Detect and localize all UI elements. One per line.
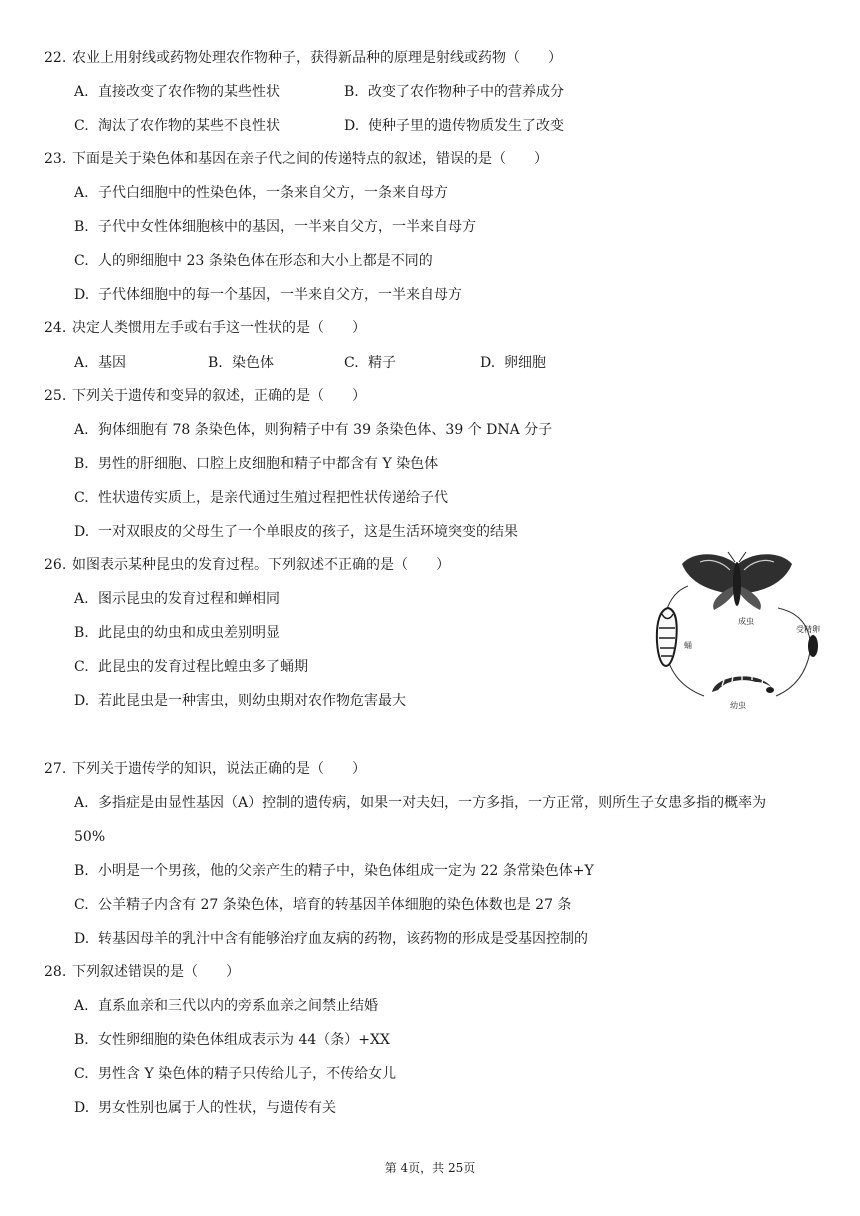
option-22-a [74,83,280,101]
question-22-stem [44,49,562,67]
option-label: B. [344,84,359,100]
option-text: 改变了农作物种子中的营养成分 [368,84,564,100]
option-26-b [74,624,280,642]
option-24-d [480,354,546,372]
larva-drawing [712,674,774,693]
option-text: 男女性别也属于人的性状，与遗传有关 [98,1100,336,1116]
option-label: A. [74,84,89,100]
option-25-a [74,421,552,439]
question-text: 下列关于遗传和变异的叙述，正确的是（ ） [72,388,366,404]
option-text: 图示昆虫的发育过程和蝉相同 [98,591,280,607]
option-25-c [74,489,448,507]
option-text: 男性含 Y 染色体的精子只传给儿子，不传给女儿 [98,1066,397,1082]
option-label: B. [74,1032,89,1048]
question-27-stem [44,760,366,778]
adult-label: 成虫 [738,617,754,626]
option-28-c [74,1065,396,1083]
option-label: A. [74,422,89,438]
option-text: 小明是一个男孩，他的父亲产生的精子中，染色体组成一定为 22 条常染色体+Y [98,863,594,879]
pupa-drawing [657,608,677,666]
option-text: 多指症是由显性基因（A）控制的遗传病，如果一对夫妇，一方多指，一方正常，则所生子女患多指的概率为 [98,795,767,811]
option-23-d [74,286,462,304]
question-text: 下列关于遗传学的知识，说法正确的是（ ） [72,761,366,777]
adult-moth-drawing [682,552,792,610]
option-label: C. [74,118,89,134]
option-label: C. [344,355,359,371]
option-label: A. [74,795,89,811]
option-label: A. [74,185,89,201]
question-text: 下列叙述错误的是（ ） [72,964,240,980]
option-28-b [74,1031,390,1049]
option-25-b [74,455,438,473]
option-label: D. [480,355,496,371]
option-23-b [74,218,476,236]
question-number: 28. [44,964,67,980]
option-label: C. [74,253,89,269]
question-text: 决定人类惯用左手或右手这一性状的是（ ） [72,320,366,336]
option-22-d [344,117,564,135]
question-23-stem [44,150,548,168]
option-label: C. [74,897,89,913]
question-26-stem [44,556,450,574]
option-label: A. [74,355,89,371]
option-label: B. [208,355,223,371]
option-text: 性状遗传实质上，是亲代通过生殖过程把性状传递给子代 [98,490,448,506]
option-28-d [74,1099,336,1117]
option-22-c [74,117,280,135]
question-text: 农业上用射线或药物处理农作物种子，获得新品种的原理是射线或药物（ ） [72,50,562,66]
option-text: 转基因母羊的乳汁中含有能够治疗血友病的药物，该药物的形成是受基因控制的 [98,931,588,947]
page-footer: 第 4页，共 25页 [384,1161,476,1175]
option-text: 基因 [98,355,126,371]
cycle-arrow-adult-egg [778,608,810,640]
option-label: C. [74,659,89,675]
egg-label: 受精卵 [796,625,820,634]
option-label: D. [74,693,90,709]
option-text: 若此昆虫是一种害虫，则幼虫期对农作物危害最大 [98,693,406,709]
option-text: 直接改变了农作物的某些性状 [98,84,280,100]
option-26-c [74,658,308,676]
question-25-stem [44,387,366,405]
option-label: D. [74,931,90,947]
question-24-stem [44,319,366,337]
option-label: A. [74,998,89,1014]
option-28-a [74,997,378,1015]
option-text: 子代体细胞中的每一个基因，一半来自父方，一半来自母方 [98,287,462,303]
question-text: 下面是关于染色体和基因在亲子代之间的传递特点的叙述，错误的是（ ） [72,151,548,167]
option-label: B. [74,863,89,879]
egg-drawing [808,635,818,657]
option-text: 此昆虫的发育过程比蝗虫多了蛹期 [98,659,308,675]
cycle-arrow-egg-larva [776,652,810,696]
option-text: 子代中女性体细胞核中的基因，一半来自父方，一半来自母方 [98,219,476,235]
option-label: B. [74,456,89,472]
question-number: 27. [44,761,67,777]
question-number: 22. [44,50,67,66]
question-number: 25. [44,388,67,404]
question-number: 26. [44,557,67,573]
option-26-a [74,590,280,608]
option-27-c [74,896,571,914]
option-27-d [74,930,588,948]
option-label: A. [74,591,89,607]
option-label: D. [74,524,90,540]
insect-life-cycle-figure [650,548,822,714]
option-text: 一对双眼皮的父母生了一个单眼皮的孩子，这是生活环境突变的结果 [98,524,518,540]
option-label: D. [74,287,90,303]
option-text: 卵细胞 [504,355,546,371]
option-text: 狗体细胞有 78 条染色体，则狗精子中有 39 条染色体、39 个 DNA 分子 [98,422,553,438]
option-text: 子代白细胞中的性染色体，一条来自父方，一条来自母方 [98,185,448,201]
option-27-b [74,862,594,880]
question-number: 24. [44,320,67,336]
question-28-stem [44,963,240,981]
option-24-b [208,354,274,372]
option-24-a [74,354,126,372]
option-text: 女性卵细胞的染色体组成表示为 44（条）+XX [98,1032,390,1048]
option-27-a [74,794,766,812]
option-text: 淘汰了农作物的某些不良性状 [98,118,280,134]
option-text: 公羊精子内含有 27 条染色体，培育的转基因羊体细胞的染色体数也是 27 条 [98,897,572,913]
option-label: D. [74,1100,90,1116]
option-label: B. [74,219,89,235]
option-22-b [344,83,564,101]
option-26-d [74,692,406,710]
option-text: 男性的肝细胞、口腔上皮细胞和精子中都含有 Y 染色体 [98,456,439,472]
option-23-c [74,252,433,270]
option-text: 精子 [368,355,396,371]
option-label: C. [74,490,89,506]
option-24-c [344,354,396,372]
question-text: 如图表示某种昆虫的发育过程。下列叙述不正确的是（ ） [72,557,450,573]
option-label: B. [74,625,89,641]
option-text: 此昆虫的幼虫和成虫差别明显 [98,625,280,641]
option-label: C. [74,1066,89,1082]
option-text: 人的卵细胞中 23 条染色体在形态和大小上都是不同的 [98,253,433,269]
question-number: 23. [44,151,67,167]
option-text: 使种子里的遗传物质发生了改变 [368,118,564,134]
option-27-a-continuation: 50% [74,829,106,845]
option-23-a [74,184,448,202]
option-label: D. [344,118,360,134]
option-25-d [74,523,518,541]
option-text: 染色体 [232,355,274,371]
larva-label: 幼虫 [730,701,746,710]
option-text: 直系血亲和三代以内的旁系血亲之间禁止结婚 [98,998,378,1014]
pupa-label: 蛹 [684,641,692,650]
